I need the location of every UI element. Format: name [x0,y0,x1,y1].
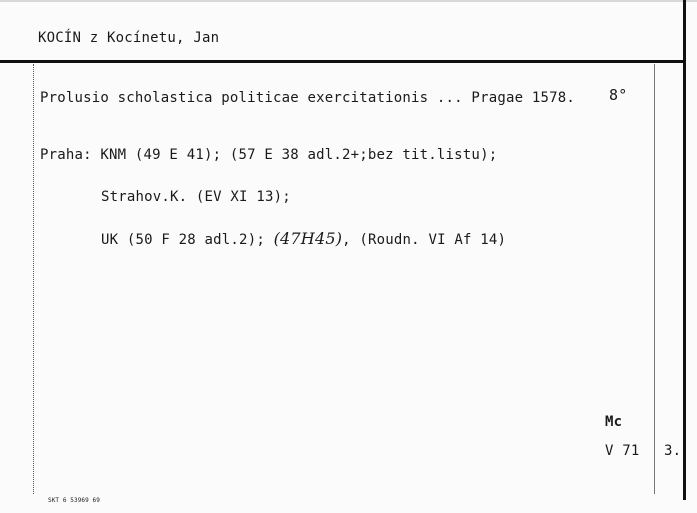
right-margin-line-inner [654,64,655,494]
title-line: Prolusio scholastica politicae exercitationis ... Pragae 1578. [40,90,575,106]
left-margin-line [33,64,34,494]
holding-praha: Praha: KNM (49 E 41); (57 E 38 adl.2+;bez tit.listu); [40,147,498,163]
holding-strahov: Strahov.K. (EV XI 13); [101,189,291,205]
shelf-code-bottom: V 71 [605,443,640,459]
shelf-code-top: Mc [605,414,623,430]
card-number: 3. [664,443,682,459]
holding-uk-start: UK (50 F 28 adl.2); [101,232,265,248]
holding-uk-handwritten: (47H45) [273,229,343,248]
header-rule [0,60,686,63]
print-code: SKT 6 53969 69 [48,497,100,504]
holding-uk-end: , (Roudn. VI Af 14) [342,232,507,248]
holding-uk [101,229,506,248]
top-border-line [0,0,697,2]
right-edge-line [683,0,686,500]
author-name: KOCÍN z Kocínetu, Jan [38,30,220,46]
format-label: 8° [609,86,628,104]
